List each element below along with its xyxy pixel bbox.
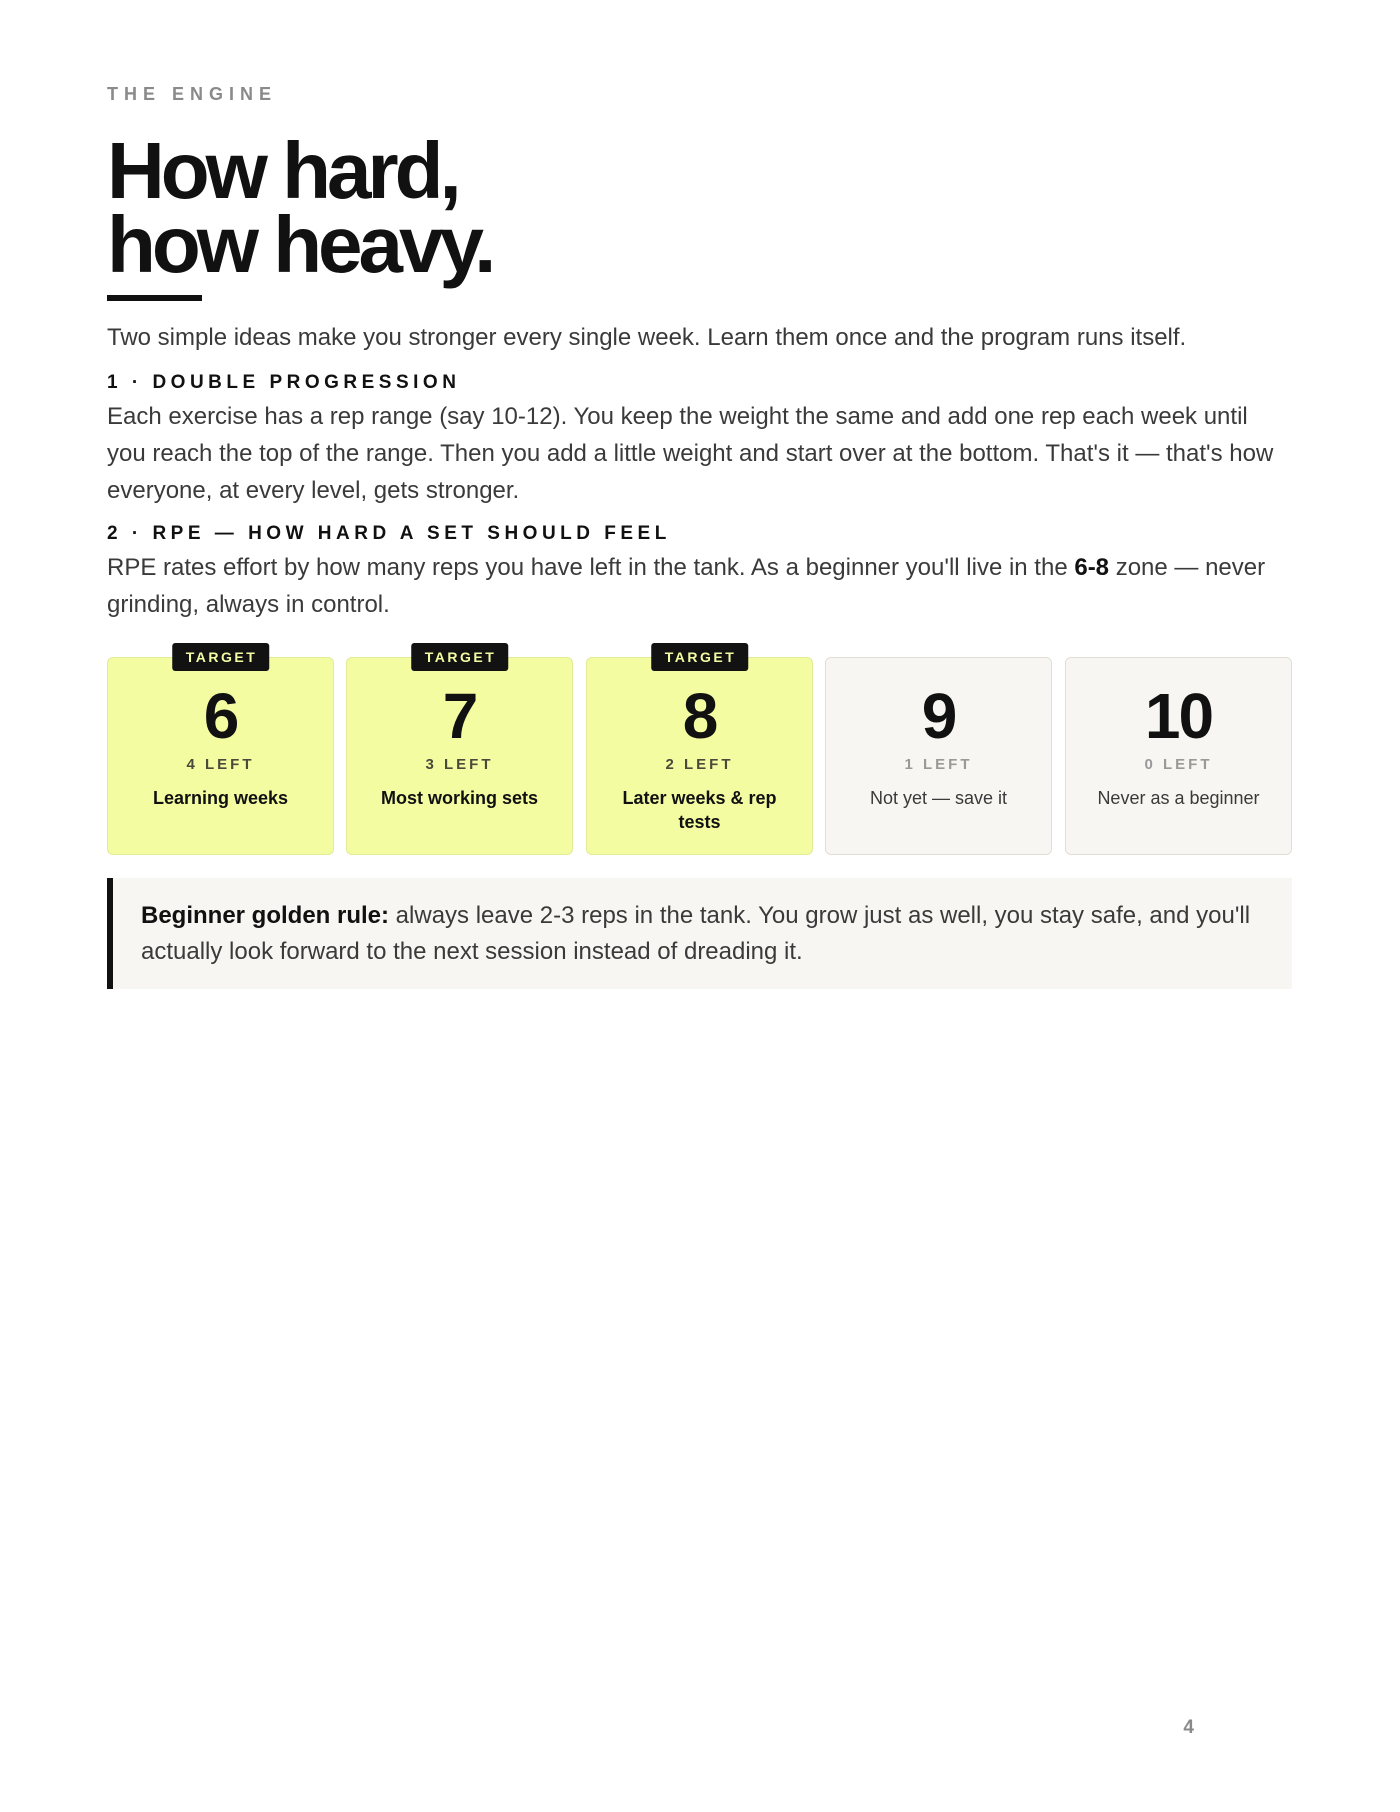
target-badge: TARGET — [651, 643, 749, 671]
rpe-zone-highlight: 6-8 — [1074, 554, 1110, 581]
title-underline — [107, 295, 202, 301]
callout-label: Beginner golden rule: — [141, 902, 390, 929]
section-body-double-progression: Each exercise has a rep range (say 10-12). You keep the weight the same and add one rep each week until you reach the top of the range. Then you add a little weight and start over at the bottom. That's it — that's how everyone, at every level, gets stronger. — [107, 403, 1274, 504]
rpe-card-6 — [107, 649, 334, 855]
reps-left-label: 3 LEFT — [425, 756, 494, 773]
rpe-value: 8 — [682, 680, 717, 752]
rpe-value: 10 — [1144, 680, 1213, 752]
rpe-body-text-end: zone — never grinding, always in control. — [107, 554, 1266, 618]
callout-text — [141, 898, 1264, 970]
rpe-card-7 — [346, 649, 573, 855]
rpe-card-9 — [825, 657, 1052, 855]
callout-body: always leave 2-3 reps in the tank. You grow just as well, you stay safe, and you'll actually look forward to the next session instead of dreading it. — [141, 902, 1251, 965]
page-title-line-1: How hard, — [107, 126, 458, 215]
rpe-description: Learning weeks — [152, 788, 289, 808]
rpe-value: 6 — [203, 680, 238, 752]
eyebrow-label: THE ENGINE — [107, 84, 278, 104]
rpe-scale — [107, 649, 1292, 857]
page-number: 4 — [1183, 1717, 1194, 1738]
section-body-rpe — [107, 549, 1292, 623]
rpe-description: Later weeks & rep tests — [622, 788, 777, 832]
reps-left-label: 0 LEFT — [1144, 756, 1213, 773]
rpe-card-10 — [1065, 657, 1292, 855]
section-heading-double-progression: 1 · DOUBLE PROGRESSION — [107, 372, 461, 393]
page-title — [107, 126, 493, 289]
section-heading-rpe: 2 · RPE — HOW HARD A SET SHOULD FEEL — [107, 523, 671, 544]
rpe-description: Not yet — save it — [869, 788, 1008, 808]
reps-left-label: 4 LEFT — [186, 756, 255, 773]
rpe-description: Never as a beginner — [1097, 788, 1260, 808]
rpe-body-text: RPE rates effort by how many reps you have left in the tank. As a beginner you'll live in the — [107, 554, 1075, 581]
target-badge: TARGET — [411, 643, 509, 671]
lead-paragraph: Two simple ideas make you stronger every single week. Learn them once and the program runs itself. — [107, 324, 1187, 351]
golden-rule-callout — [107, 878, 1292, 989]
rpe-card-8 — [586, 649, 813, 855]
rpe-value: 7 — [442, 680, 477, 752]
rpe-value: 9 — [921, 680, 956, 752]
reps-left-label: 2 LEFT — [665, 756, 734, 773]
target-badge: TARGET — [172, 643, 270, 671]
reps-left-label: 1 LEFT — [904, 756, 973, 773]
rpe-description: Most working sets — [380, 788, 539, 808]
page-title-line-2: how heavy. — [107, 200, 493, 289]
